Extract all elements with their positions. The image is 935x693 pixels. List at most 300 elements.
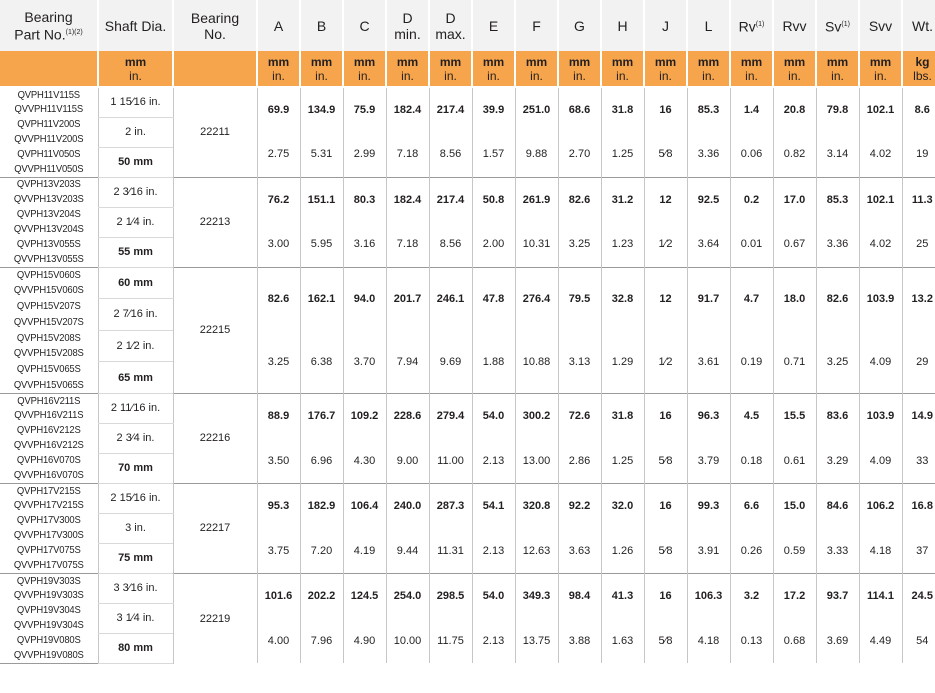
value-imperial: 0.82 xyxy=(773,132,816,177)
value-imperial: 7.18 xyxy=(386,222,429,267)
units-dim-imperial: in. xyxy=(788,68,801,83)
bearing-number: 22219 xyxy=(173,573,257,663)
value-metric: 17.0 xyxy=(773,177,816,222)
part-number: QVVPH11V050S xyxy=(14,162,84,175)
units-dim-5 xyxy=(472,51,515,87)
value-imperial: 33 xyxy=(902,438,935,483)
part-number: QVPH15V208S xyxy=(16,331,81,344)
value-metric: 18.0 xyxy=(773,267,816,330)
value-metric: 20.8 xyxy=(773,87,816,132)
header-dim-label: D xyxy=(402,9,413,26)
value-imperial: 10.88 xyxy=(515,330,558,393)
value-imperial: 5⁄8 xyxy=(644,132,687,177)
units-dim-metric: mm xyxy=(482,54,505,69)
shaft-diameter: 2 3⁄16 in. xyxy=(98,177,173,207)
value-imperial: 0.68 xyxy=(773,618,816,663)
bearing-number: 22216 xyxy=(173,393,257,483)
value-metric: 16 xyxy=(644,573,687,618)
value-metric: 8.6 xyxy=(902,87,935,132)
part-number: QVVPH13V055S xyxy=(13,252,84,265)
value-metric: 11.3 xyxy=(902,177,935,222)
value-metric: 94.0 xyxy=(343,267,386,330)
shaft-diameter: 2 1⁄4 in. xyxy=(98,207,173,237)
part-number: QVVPH15V065S xyxy=(13,378,84,391)
part-number: QVVPH11V115S xyxy=(14,103,83,115)
part-number: QVPH11V200S xyxy=(17,118,81,130)
value-metric: 4.7 xyxy=(730,267,773,330)
value-imperial: 7.18 xyxy=(386,132,429,177)
value-imperial: 0.67 xyxy=(773,222,816,267)
shaft-diameter: 2 7⁄16 in. xyxy=(98,299,173,331)
units-dim-imperial: in. xyxy=(874,68,887,83)
shaft-diameter: 2 3⁄4 in. xyxy=(98,423,173,453)
part-number: QVVPH16V212S xyxy=(13,439,84,452)
value-metric: 82.6 xyxy=(558,177,601,222)
part-number: QVPH16V070S xyxy=(16,454,81,467)
units-dim-1 xyxy=(300,51,343,87)
value-metric: 72.6 xyxy=(558,393,601,438)
units-dim-metric: mm xyxy=(310,54,333,69)
value-metric: 76.2 xyxy=(257,177,300,222)
part-number: QVPH16V211S xyxy=(5,393,93,408)
value-metric: 31.8 xyxy=(601,393,644,438)
part-number: QVVPH11V200S xyxy=(14,133,84,145)
value-metric: 93.7 xyxy=(816,573,859,618)
value-imperial: 1.25 xyxy=(601,438,644,483)
part-number: QVPH13V203S xyxy=(5,177,93,192)
part-number: QVVPH13V203S xyxy=(13,193,84,205)
header-dim-12 xyxy=(773,0,816,51)
value-metric: 16.8 xyxy=(902,483,935,528)
shaft-diameter: 2 in. xyxy=(98,117,173,147)
units-shaft-mm: mm xyxy=(124,54,147,69)
value-imperial: 3.70 xyxy=(343,330,386,393)
shaft-diameter: 80 mm xyxy=(98,633,173,663)
value-imperial: 4.18 xyxy=(859,528,902,573)
table-row xyxy=(0,483,935,498)
value-imperial: 8.56 xyxy=(429,132,472,177)
header-dim-label: Rvv xyxy=(782,17,807,34)
shaft-diameter: 70 mm xyxy=(98,453,173,483)
value-imperial: 3.69 xyxy=(816,618,859,663)
units-dim-metric: mm xyxy=(353,54,376,69)
value-imperial: 3.25 xyxy=(816,330,859,393)
value-metric: 91.7 xyxy=(687,267,730,330)
header-dim-label: Sv xyxy=(825,18,842,35)
value-metric: 83.6 xyxy=(816,393,859,438)
value-imperial: 37 xyxy=(902,528,935,573)
units-dim-metric: mm xyxy=(439,54,462,69)
table-row xyxy=(0,267,935,283)
header-dim-11 xyxy=(730,0,773,51)
header-dim-5 xyxy=(472,0,515,51)
shaft-diameter: 3 3⁄16 in. xyxy=(98,573,173,603)
shaft-diameter: 3 1⁄4 in. xyxy=(98,603,173,633)
value-metric: 12 xyxy=(644,177,687,222)
units-part-empty xyxy=(0,51,98,87)
units-dim-imperial: in. xyxy=(358,68,371,83)
units-dim-imperial: in. xyxy=(616,68,629,83)
value-metric: 151.1 xyxy=(300,177,343,222)
value-imperial: 11.00 xyxy=(429,438,472,483)
header-dim-label: J xyxy=(662,17,669,34)
header-dim-label: Svv xyxy=(868,17,893,34)
value-imperial: 4.49 xyxy=(859,618,902,663)
units-dim-10 xyxy=(687,51,730,87)
part-number: QVPH19V303S xyxy=(5,573,93,588)
units-dim-metric: mm xyxy=(396,54,419,69)
bearing-number: 22215 xyxy=(173,267,257,393)
value-metric: 85.3 xyxy=(687,87,730,132)
header-dim-0 xyxy=(257,0,300,51)
value-imperial: 4.09 xyxy=(859,330,902,393)
value-imperial: 0.18 xyxy=(730,438,773,483)
value-metric: 246.1 xyxy=(429,267,472,330)
header-dim-label: Rv xyxy=(738,18,756,35)
units-dim-8 xyxy=(601,51,644,87)
value-metric: 279.4 xyxy=(429,393,472,438)
header-dim-label: D xyxy=(445,9,456,26)
value-imperial: 4.19 xyxy=(343,528,386,573)
value-metric: 134.9 xyxy=(300,87,343,132)
header-dim-15 xyxy=(902,0,935,51)
value-imperial: 6.38 xyxy=(300,330,343,393)
value-imperial: 9.00 xyxy=(386,438,429,483)
value-imperial: 0.01 xyxy=(730,222,773,267)
value-metric: 84.6 xyxy=(816,483,859,528)
value-imperial: 3.36 xyxy=(687,132,730,177)
header-dim-13 xyxy=(816,0,859,51)
value-metric: 103.9 xyxy=(859,393,902,438)
part-number: QVPH11V115S xyxy=(5,87,93,102)
value-imperial: 5⁄8 xyxy=(644,438,687,483)
value-metric: 106.4 xyxy=(343,483,386,528)
shaft-diameter: 55 mm xyxy=(98,237,173,267)
header-dim-label: Wt. xyxy=(912,17,933,34)
value-imperial: 1.63 xyxy=(601,618,644,663)
value-imperial: 1.29 xyxy=(601,330,644,393)
shaft-diameter: 2 11⁄16 in. xyxy=(98,393,173,423)
value-metric: 162.1 xyxy=(300,267,343,330)
value-metric: 217.4 xyxy=(429,177,472,222)
value-imperial: 8.56 xyxy=(429,222,472,267)
header-shaft-dia: Shaft Dia. xyxy=(98,0,173,51)
part-number: QVVPH16V211S xyxy=(14,409,84,422)
value-imperial: 3.14 xyxy=(816,132,859,177)
value-imperial: 2.13 xyxy=(472,438,515,483)
header-dim-6 xyxy=(515,0,558,51)
value-imperial: 7.94 xyxy=(386,330,429,393)
value-imperial: 3.25 xyxy=(257,330,300,393)
units-dim-imperial: lbs. xyxy=(913,68,932,83)
value-metric: 182.9 xyxy=(300,483,343,528)
value-metric: 217.4 xyxy=(429,87,472,132)
value-metric: 102.1 xyxy=(859,177,902,222)
value-metric: 41.3 xyxy=(601,573,644,618)
header-dim-label: L xyxy=(704,17,713,34)
header-part-line2: Part No. xyxy=(14,26,66,43)
units-bearing-empty xyxy=(173,51,257,87)
value-metric: 240.0 xyxy=(386,483,429,528)
value-imperial: 3.61 xyxy=(687,330,730,393)
value-imperial: 3.00 xyxy=(257,222,300,267)
value-imperial: 25 xyxy=(902,222,935,267)
header-dim-sub: max. xyxy=(435,25,466,42)
value-imperial: 5⁄8 xyxy=(644,618,687,663)
part-number: QVPH11V050S xyxy=(17,148,81,160)
value-metric: 82.6 xyxy=(257,267,300,330)
value-imperial: 4.18 xyxy=(687,618,730,663)
value-imperial: 3.36 xyxy=(816,222,859,267)
value-imperial: 2.75 xyxy=(257,132,300,177)
part-number: QVPH17V300S xyxy=(16,514,81,527)
part-number: QVPH16V212S xyxy=(16,424,81,437)
value-imperial: 11.31 xyxy=(429,528,472,573)
value-metric: 106.2 xyxy=(859,483,902,528)
header-part-footnote: (1)(2) xyxy=(65,28,83,36)
part-number: QVVPH15V208S xyxy=(13,347,84,360)
value-metric: 4.5 xyxy=(730,393,773,438)
table-row xyxy=(0,87,935,102)
value-metric: 251.0 xyxy=(515,87,558,132)
part-number: QVVPH19V080S xyxy=(5,648,93,663)
value-imperial: 7.96 xyxy=(300,618,343,663)
value-imperial: 9.69 xyxy=(429,330,472,393)
units-dim-imperial: in. xyxy=(573,68,586,83)
bearing-number: 22213 xyxy=(173,177,257,267)
units-dim-9 xyxy=(644,51,687,87)
value-metric: 39.9 xyxy=(472,87,515,132)
value-imperial: 5⁄8 xyxy=(644,528,687,573)
value-metric: 79.8 xyxy=(816,87,859,132)
part-number: QVPH17V075S xyxy=(16,544,81,557)
shaft-diameter: 1 15⁄16 in. xyxy=(98,87,173,117)
header-bearing-line2: No. xyxy=(204,25,226,42)
shaft-diameter: 3 in. xyxy=(98,513,173,543)
value-imperial: 12.63 xyxy=(515,528,558,573)
value-imperial: 10.31 xyxy=(515,222,558,267)
value-metric: 95.3 xyxy=(257,483,300,528)
value-metric: 261.9 xyxy=(515,177,558,222)
value-metric: 287.3 xyxy=(429,483,472,528)
value-imperial: 1.57 xyxy=(472,132,515,177)
value-imperial: 3.13 xyxy=(558,330,601,393)
value-imperial: 2.13 xyxy=(472,528,515,573)
value-metric: 32.0 xyxy=(601,483,644,528)
value-metric: 320.8 xyxy=(515,483,558,528)
table-row xyxy=(0,393,935,408)
value-metric: 96.3 xyxy=(687,393,730,438)
value-metric: 80.3 xyxy=(343,177,386,222)
header-dim-2 xyxy=(343,0,386,51)
header-dim-1 xyxy=(300,0,343,51)
value-metric: 75.9 xyxy=(343,87,386,132)
value-imperial: 3.75 xyxy=(257,528,300,573)
value-metric: 31.8 xyxy=(601,87,644,132)
value-imperial: 2.86 xyxy=(558,438,601,483)
value-imperial: 4.02 xyxy=(859,222,902,267)
shaft-diameter: 60 mm xyxy=(98,267,173,299)
header-dim-label: C xyxy=(359,17,370,34)
value-imperial: 3.91 xyxy=(687,528,730,573)
value-imperial: 2.13 xyxy=(472,618,515,663)
value-imperial: 3.50 xyxy=(257,438,300,483)
value-metric: 349.3 xyxy=(515,573,558,618)
part-number: QVPH19V080S xyxy=(16,634,81,647)
part-number: QVPH15V207S xyxy=(16,299,81,312)
units-dim-14 xyxy=(859,51,902,87)
units-dim-7 xyxy=(558,51,601,87)
header-dim-10 xyxy=(687,0,730,51)
part-number: QVVPH19V303S xyxy=(13,589,84,602)
value-metric: 124.5 xyxy=(343,573,386,618)
header-dim-sub: min. xyxy=(394,25,421,42)
value-metric: 176.7 xyxy=(300,393,343,438)
value-imperial: 3.25 xyxy=(558,222,601,267)
units-dim-15 xyxy=(902,51,935,87)
table-row xyxy=(0,573,935,588)
units-dim-imperial: in. xyxy=(831,68,844,83)
units-dim-3 xyxy=(386,51,429,87)
part-number: QVVPH15V060S xyxy=(13,284,84,297)
value-metric: 47.8 xyxy=(472,267,515,330)
value-metric: 254.0 xyxy=(386,573,429,618)
value-metric: 202.2 xyxy=(300,573,343,618)
value-metric: 54.1 xyxy=(472,483,515,528)
header-dim-label: B xyxy=(316,17,327,34)
part-number: QVPH13V055S xyxy=(16,238,81,250)
value-imperial: 29 xyxy=(902,330,935,393)
value-imperial: 3.79 xyxy=(687,438,730,483)
value-metric: 50.8 xyxy=(472,177,515,222)
value-imperial: 4.00 xyxy=(257,618,300,663)
value-metric: 103.9 xyxy=(859,267,902,330)
units-dim-imperial: in. xyxy=(444,68,457,83)
units-dim-imperial: in. xyxy=(315,68,328,83)
part-number: QVVPH13V204S xyxy=(13,223,84,235)
units-dim-imperial: in. xyxy=(702,68,715,83)
value-metric: 101.6 xyxy=(257,573,300,618)
units-dim-imperial: in. xyxy=(487,68,500,83)
value-metric: 69.9 xyxy=(257,87,300,132)
units-dim-0 xyxy=(257,51,300,87)
units-dim-metric: mm xyxy=(869,54,892,69)
units-dim-4 xyxy=(429,51,472,87)
value-metric: 201.7 xyxy=(386,267,429,330)
table-row xyxy=(0,177,935,192)
value-metric: 99.3 xyxy=(687,483,730,528)
units-dim-metric: mm xyxy=(525,54,548,69)
header-bearing-no xyxy=(173,0,257,51)
units-dim-metric: mm xyxy=(697,54,720,69)
units-dim-metric: kg xyxy=(915,54,930,69)
value-metric: 298.5 xyxy=(429,573,472,618)
header-dim-label: A xyxy=(273,17,284,34)
value-metric: 92.2 xyxy=(558,483,601,528)
value-metric: 92.5 xyxy=(687,177,730,222)
units-dim-12 xyxy=(773,51,816,87)
part-number: QVVPH17V300S xyxy=(13,529,84,542)
header-dim-7 xyxy=(558,0,601,51)
header-bearing-line1: Bearing xyxy=(190,9,240,26)
header-dim-footnote: (1) xyxy=(755,20,765,28)
value-metric: 17.2 xyxy=(773,573,816,618)
value-imperial: 2.00 xyxy=(472,222,515,267)
value-metric: 85.3 xyxy=(816,177,859,222)
header-part-line1: Bearing xyxy=(24,8,73,25)
value-metric: 6.6 xyxy=(730,483,773,528)
value-imperial: 4.30 xyxy=(343,438,386,483)
units-dim-11 xyxy=(730,51,773,87)
value-imperial: 3.33 xyxy=(816,528,859,573)
value-metric: 0.2 xyxy=(730,177,773,222)
value-imperial: 9.88 xyxy=(515,132,558,177)
value-metric: 1.4 xyxy=(730,87,773,132)
part-number: QVVPH17V215S xyxy=(13,499,84,512)
units-dim-imperial: in. xyxy=(659,68,672,83)
value-metric: 98.4 xyxy=(558,573,601,618)
value-metric: 54.0 xyxy=(472,393,515,438)
units-dim-imperial: in. xyxy=(745,68,758,83)
value-imperial: 1.23 xyxy=(601,222,644,267)
value-metric: 106.3 xyxy=(687,573,730,618)
table-body xyxy=(0,87,935,663)
header-dim-label: H xyxy=(617,17,628,34)
value-imperial: 9.44 xyxy=(386,528,429,573)
units-dim-metric: mm xyxy=(568,54,591,69)
units-shaft xyxy=(98,51,173,87)
value-metric: 32.8 xyxy=(601,267,644,330)
value-imperial: 0.26 xyxy=(730,528,773,573)
value-metric: 15.5 xyxy=(773,393,816,438)
value-imperial: 0.06 xyxy=(730,132,773,177)
value-imperial: 13.00 xyxy=(515,438,558,483)
value-metric: 31.2 xyxy=(601,177,644,222)
value-metric: 182.4 xyxy=(386,177,429,222)
value-metric: 228.6 xyxy=(386,393,429,438)
part-number: QVVPH17V075S xyxy=(13,559,84,572)
value-imperial: 1.25 xyxy=(601,132,644,177)
part-number: QVPH13V204S xyxy=(16,208,81,220)
header-dim-14 xyxy=(859,0,902,51)
value-imperial: 5.95 xyxy=(300,222,343,267)
value-metric: 14.9 xyxy=(902,393,935,438)
header-part-no xyxy=(0,0,98,51)
value-metric: 24.5 xyxy=(902,573,935,618)
value-imperial: 4.02 xyxy=(859,132,902,177)
value-imperial: 2.70 xyxy=(558,132,601,177)
value-imperial: 6.96 xyxy=(300,438,343,483)
header-dim-label: F xyxy=(532,17,541,34)
value-metric: 79.5 xyxy=(558,267,601,330)
units-dim-13 xyxy=(816,51,859,87)
units-dim-metric: mm xyxy=(740,54,763,69)
units-dim-6 xyxy=(515,51,558,87)
value-imperial: 1.88 xyxy=(472,330,515,393)
header-dim-footnote: (1) xyxy=(841,20,850,28)
value-imperial: 54 xyxy=(902,618,935,663)
part-number: QVPH17V215S xyxy=(5,483,93,498)
table-row xyxy=(0,330,935,346)
part-number: QVVPH19V304S xyxy=(13,619,84,632)
value-imperial: 4.09 xyxy=(859,438,902,483)
units-dim-metric: mm xyxy=(267,54,290,69)
value-imperial: 2.99 xyxy=(343,132,386,177)
bearing-number: 22217 xyxy=(173,483,257,573)
units-shaft-in: in. xyxy=(129,68,142,83)
value-metric: 15.0 xyxy=(773,483,816,528)
value-imperial: 5.31 xyxy=(300,132,343,177)
